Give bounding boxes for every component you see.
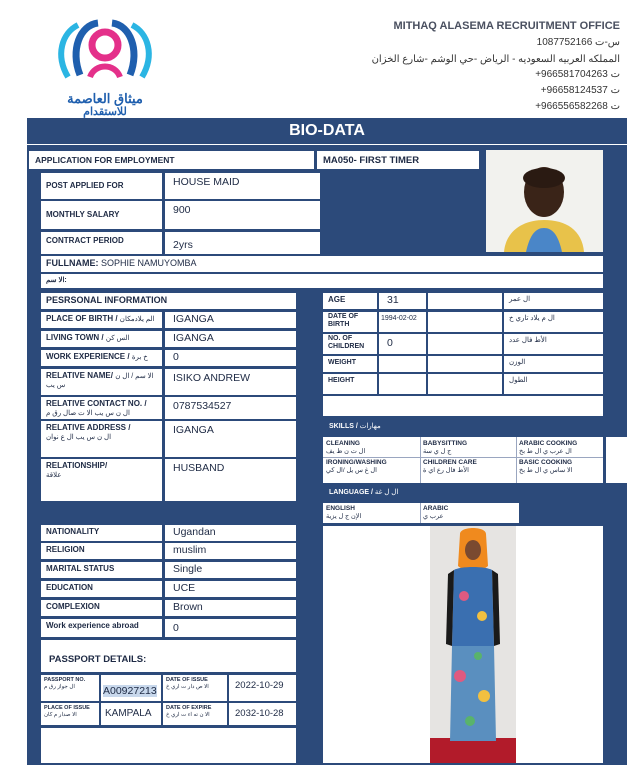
language-en: ARABIC	[423, 505, 449, 512]
form-body	[27, 145, 627, 765]
age-value: 31	[379, 293, 426, 309]
dob-value: 1994-02-02	[379, 312, 426, 332]
dob-blank	[428, 312, 502, 332]
skill-item	[326, 459, 418, 474]
skill-ar: ال ت ن ظ يف	[326, 447, 366, 455]
experience-label-ar: خ برة	[131, 354, 148, 361]
relationship-value: HUSBAND	[165, 459, 296, 501]
complexion-value: Brown	[165, 600, 296, 616]
dob-label: DATE OF BIRTH	[323, 312, 377, 332]
fullname-value: SOPHIE NAMUYOMBA	[101, 258, 197, 268]
relative-address-value: IGANGA	[165, 421, 296, 457]
language-en: ENGLISH	[326, 505, 355, 512]
marital-label: MARITAL STATUS	[41, 562, 162, 578]
skill-item	[519, 440, 603, 455]
company-phone-2: +96658124537 ت	[540, 85, 620, 96]
experience-label	[41, 350, 162, 366]
skill-en: ARABIC COOKING	[519, 440, 578, 447]
portrait-photo-icon	[486, 150, 603, 252]
skill-en: BASIC COOKING	[519, 459, 573, 466]
application-ref: MA050- FIRST TIMER	[317, 151, 479, 169]
logo-text-ar-2: للاستقدام	[83, 106, 127, 118]
age-label: AGE	[323, 293, 377, 309]
relative-address-label-text: RELATIVE ADDRESS /	[46, 423, 131, 432]
complexion-label: COMPLEXION	[41, 600, 162, 616]
skill-ar: ال غ س يل /ال كي	[326, 466, 377, 474]
language-ar: عرب ي	[423, 512, 444, 520]
pob-label	[41, 312, 162, 328]
skill-en: IRONING/WASHING	[326, 459, 387, 466]
skill-en: BABYSITTING	[423, 440, 468, 447]
education-label: EDUCATION	[41, 581, 162, 597]
skills-header-ar: مهارات	[359, 423, 381, 430]
company-name: MITHAQ ALASEMA RECRUITMENT OFFICE	[393, 20, 620, 32]
fullname-label: FULLNAME:	[46, 258, 99, 268]
relationship-label-ar: علاقة	[46, 471, 62, 479]
weight-value	[379, 356, 426, 372]
passport-no-label-ar: ال جواز رق م	[44, 683, 75, 690]
skill-ar: ال عرب ي ال ط بخ	[519, 447, 572, 455]
issue-date-label-ar: الا ص دار ت اري خ	[166, 683, 209, 690]
issue-place-label-ar: الا صدار م كان	[44, 711, 77, 718]
logo-mark-icon	[50, 15, 160, 87]
skill-item	[519, 459, 603, 474]
company-phone-3: +966556582268 ت	[535, 101, 620, 112]
skills-divider-2	[516, 437, 517, 483]
nationality-label: NATIONALITY	[41, 525, 162, 541]
language-header	[323, 485, 603, 501]
passport-no-value	[101, 675, 161, 701]
skill-ar: الا ساس ي ال ط بخ	[519, 466, 573, 474]
relative-name-label-text: RELATIVE NAME/	[46, 371, 113, 380]
height-value	[379, 374, 426, 394]
skill-ar: الأط فال رع اي ة	[423, 466, 469, 474]
living-label-ar: الس كن	[105, 335, 130, 342]
fullname-ar-label: الا سم:	[41, 274, 603, 288]
language-item	[423, 505, 515, 520]
abroad-label: Work experience abroad	[41, 619, 162, 637]
salary-value: 900	[165, 201, 320, 229]
height-blank	[428, 374, 502, 394]
passport-no-text: A00927213	[103, 685, 157, 697]
skill-item	[423, 440, 515, 455]
height-label: HEIGHT	[323, 374, 377, 394]
skills-header-text: SKILLS /	[329, 423, 358, 430]
post-label: POST APPLIED FOR	[41, 173, 162, 199]
relative-contact-label	[41, 397, 162, 419]
passport-no-label-text: PASSPORT NO.	[44, 677, 86, 683]
personal-info-header: PESRSONAL INFORMATION	[41, 293, 296, 309]
relative-name-value: ISIKO ANDREW	[165, 369, 296, 395]
relative-name-label-ar: الا سم / ال ن س يب	[46, 373, 154, 389]
skill-en: CHILDREN CARE	[423, 459, 477, 466]
relative-name-label	[41, 369, 162, 395]
language-item	[326, 505, 418, 520]
passport-no-label	[41, 675, 99, 701]
fullname-row	[41, 256, 603, 272]
expire-date-value: 2032-10-28	[229, 703, 296, 725]
issue-place-value: KAMPALA	[101, 703, 161, 725]
children-value: 0	[379, 334, 426, 354]
living-value: IGANGA	[165, 331, 296, 347]
weight-blank	[428, 356, 502, 372]
salary-label: MONTHLY SALARY	[41, 201, 162, 229]
expire-date-label-ar: الا ن ته اء ت اري خ	[166, 711, 210, 718]
passport-header: PASSPORT DETAILS:	[41, 640, 296, 672]
language-header-ar: ال ل غة	[374, 489, 399, 496]
contract-value: 2yrs	[165, 232, 320, 254]
issue-place-label-text: PLACE OF ISSUE	[44, 705, 90, 711]
skills-side-blank	[606, 437, 627, 483]
abroad-value: 0	[165, 619, 296, 637]
skills-header	[323, 419, 603, 435]
relative-address-label-ar: ال ن س يب ال ع نوان	[46, 433, 112, 441]
skill-en: CLEANING	[326, 440, 360, 447]
living-label-text: LIVING TOWN /	[46, 333, 104, 342]
stats-blank-row	[323, 396, 603, 416]
skill-ar: ج ل ي سة	[423, 447, 452, 455]
full-body-photo-icon	[430, 526, 516, 763]
skills-divider-1	[420, 437, 421, 483]
children-blank	[428, 334, 502, 354]
contract-label: CONTRACT PERIOD	[41, 232, 162, 254]
relative-contact-value: 0787534527	[165, 397, 296, 419]
marital-value: Single	[165, 562, 296, 578]
dob-ar: ال م يلاد تاري خ	[504, 312, 603, 332]
post-value: HOUSE MAID	[165, 173, 320, 199]
language-header-text: LANGUAGE /	[329, 489, 373, 496]
company-phone-1: +966581704263 ت	[535, 69, 620, 80]
experience-label-text: WORK EXPERIENCE /	[46, 352, 130, 361]
logo-text-ar: ميثاق العاصمة	[67, 91, 143, 106]
pob-label-ar: الم يلادمكان	[119, 316, 155, 323]
relationship-label-text: RELATIONSHIP/	[46, 461, 108, 470]
biodata-title: BIO-DATA	[27, 118, 627, 144]
children-ar: الأط فال عدد	[504, 334, 603, 354]
language-divider	[420, 503, 421, 523]
issue-date-label	[163, 675, 227, 701]
application-label: APPLICATION FOR EMPLOYMENT	[29, 151, 314, 169]
nationality-value: Ugandan	[165, 525, 296, 541]
religion-value: muslim	[165, 543, 296, 559]
skill-item	[423, 459, 515, 474]
weight-label: WEIGHT	[323, 356, 377, 372]
full-body-photo-area	[323, 526, 603, 763]
relationship-label	[41, 459, 162, 501]
issue-place-label	[41, 703, 99, 725]
language-ar: الإن ج ل يزية	[326, 512, 362, 520]
pob-value: IGANGA	[165, 312, 296, 328]
issue-date-label-text: DATE OF ISSUE	[166, 677, 208, 683]
height-ar: الطول	[504, 374, 603, 394]
pob-label-text: PLACE OF BIRTH /	[46, 314, 118, 323]
age-ar: ال عمر	[504, 293, 603, 309]
company-address: المملكه العربيه السعوديه - الرياض -حي الوشم -شارع الخزان	[371, 54, 620, 65]
living-label	[41, 331, 162, 347]
skills-grid	[323, 437, 603, 483]
experience-value: 0	[165, 350, 296, 366]
issue-date-value: 2022-10-29	[229, 675, 296, 701]
expire-date-label-text: DATE OF EXPIRE	[166, 705, 212, 711]
skills-divider-h	[323, 457, 603, 458]
bottom-blank	[41, 728, 296, 763]
weight-ar: الوزن	[504, 356, 603, 372]
expire-date-label	[163, 703, 227, 725]
relative-address-label	[41, 421, 162, 457]
skill-item	[326, 440, 418, 455]
children-label: NO. OF CHILDREN	[323, 334, 377, 354]
education-value: UCE	[165, 581, 296, 597]
language-grid	[323, 503, 519, 523]
company-logo	[50, 15, 160, 118]
relative-contact-label-text: RELATIVE CONTACT NO. /	[46, 399, 147, 408]
religion-label: RELIGION	[41, 543, 162, 559]
age-blank	[428, 293, 502, 309]
passport-photo	[486, 150, 603, 252]
relative-contact-label-ar: ال ن س يب الا ت صال رق م	[46, 409, 130, 417]
company-cr: س-ت 1087752166	[536, 37, 620, 48]
